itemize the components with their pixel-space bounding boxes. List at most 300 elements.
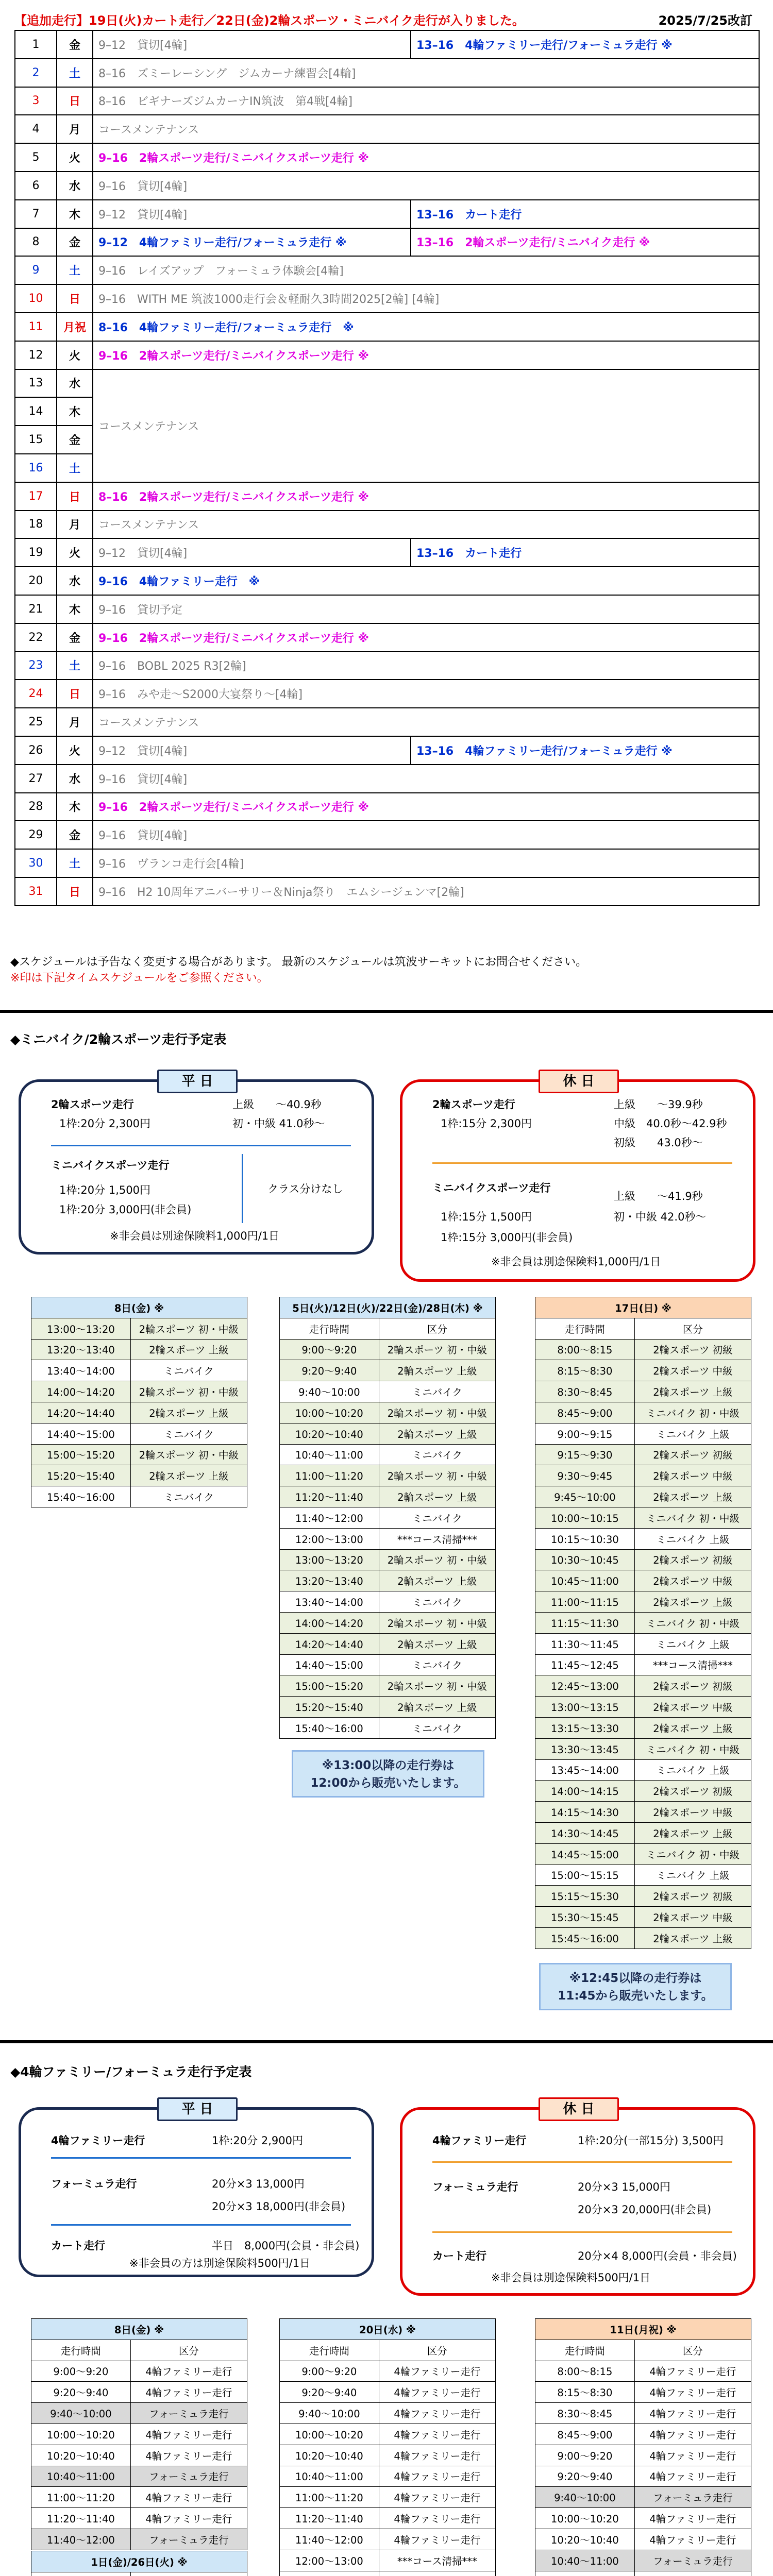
time-slot: 15:00～15:20 (280, 1675, 379, 1697)
section-title: ◆4輪ファミリー/フォーミュラ走行予定表 (10, 2064, 252, 2079)
calendar-day: 17 (15, 482, 57, 511)
calendar-event: 9–16 2輪スポーツ走行/ミニバイクスポーツ走行 ※ (93, 793, 759, 821)
table-row (280, 2466, 496, 2487)
time-slot: 14:00～14:20 (31, 1381, 131, 1402)
calendar-day: 15 (15, 426, 57, 454)
session-class: 4輪ファミリー走行 (379, 2466, 495, 2487)
calendar-row (15, 228, 759, 257)
session-class: 4輪ファミリー走行 (130, 2382, 247, 2403)
session-class: 2輪スポーツ 上級 (379, 1486, 495, 1507)
column-header: 区分 (634, 2340, 751, 2361)
table-title: 8日(金) ※ (31, 2319, 247, 2340)
course-class: 上級 ～41.9秒 (614, 1190, 703, 1202)
calendar-weekday: 火 (57, 341, 93, 369)
column-header: 走行時間 (280, 2340, 379, 2361)
calendar-weekday: 水 (57, 567, 93, 595)
course-class: 中級 40.0秒～42.9秒 (614, 1117, 727, 1130)
time-slot: 9:00～9:15 (535, 1423, 635, 1444)
table-row (280, 1444, 496, 1465)
calendar-row (15, 821, 759, 849)
course-price: 20分×4 8,000円(会員・非会員) (578, 2250, 737, 2262)
time-slot: 10:00～10:20 (280, 1402, 379, 1423)
bike-holiday-panel (400, 1074, 755, 1282)
table-row (31, 2382, 247, 2403)
course-price: 1枠:15分 1,500円 (441, 1211, 532, 1223)
table-row (535, 1781, 751, 1802)
course-class: 上級 ～40.9秒 (232, 1098, 322, 1111)
session-class: 2輪スポーツ 中級 (634, 1570, 751, 1591)
session-class: 2輪スポーツ 上級 (379, 1360, 495, 1381)
calendar-row (15, 511, 759, 539)
calendar-row (15, 849, 759, 877)
session-class: 2輪スポーツ 初級 (634, 1444, 751, 1465)
session-class: 4輪ファミリー走行 (379, 2508, 495, 2529)
time-slot: 9:00～9:20 (280, 2361, 379, 2382)
column-header: 走行時間 (280, 1318, 379, 1339)
time-slot: 11:30～11:45 (535, 1633, 635, 1654)
course-class: 初・中級 42.0秒～ (614, 1211, 707, 1223)
course-name: フォーミュラ走行 (432, 2181, 518, 2193)
time-slot: 13:30～13:45 (535, 1738, 635, 1759)
table-row (31, 2361, 247, 2382)
table-row (31, 1423, 247, 1444)
session-class: 2輪スポーツ 初級 (634, 1886, 751, 1907)
calendar-weekday: 木 (57, 793, 93, 821)
calendar-day: 5 (15, 143, 57, 172)
time-slot: 11:40～12:00 (280, 1507, 379, 1528)
session-class: 2輪スポーツ 上級 (634, 1717, 751, 1738)
time-slot: 15:20～15:40 (280, 1697, 379, 1718)
calendar-event: 8–16 ズミーレーシング ジムカーナ練習会[4輪] (93, 59, 759, 87)
monthly-calendar (14, 30, 760, 906)
calendar-row (15, 595, 759, 623)
table-row (535, 1339, 751, 1360)
calendar-event: 9–16 みや走～S2000大宴祭り～[4輪] (93, 680, 759, 708)
calendar-weekday: 木 (57, 397, 93, 426)
divider (432, 1162, 732, 1164)
time-slot: 9:40～10:00 (535, 2487, 635, 2508)
sale-note (539, 1963, 732, 2010)
session-class: フォーミュラ走行 (634, 2487, 751, 2508)
table-row (280, 1717, 496, 1738)
calendar-day: 25 (15, 708, 57, 736)
table-row (535, 2382, 751, 2403)
session-class: フォーミュラ走行 (634, 2550, 751, 2571)
calendar-weekday: 火 (57, 143, 93, 172)
calendar-row (15, 115, 759, 143)
time-slot: 8:45～9:00 (535, 2424, 635, 2445)
session-class: ミニバイク 上級 (634, 1633, 751, 1654)
calendar-event-afternoon: 13–16 2輪スポーツ走行/ミニバイク走行 ※ (411, 228, 759, 257)
session-class: ミニバイク (130, 1423, 247, 1444)
session-class: 2輪スポーツ 初・中級 (379, 1612, 495, 1633)
time-slot (280, 2571, 379, 2576)
calendar-weekday: 月 (57, 708, 93, 736)
session-class: 4輪ファミリー走行 (130, 2508, 247, 2529)
time-slot: 10:30～10:45 (535, 1549, 635, 1570)
time-slot: 12:45～13:00 (535, 1675, 635, 1697)
session-class: 2輪スポーツ 中級 (634, 1360, 751, 1381)
calendar-event: 9–16 2輪スポーツ走行/ミニバイクスポーツ走行 ※ (93, 341, 759, 369)
session-class: ミニバイク 上級 (634, 1759, 751, 1781)
schedule-table (279, 1297, 496, 1739)
session-class: ミニバイク (379, 1591, 495, 1613)
time-slot: 10:40～11:00 (280, 2466, 379, 2487)
time-slot: 10:15～10:30 (535, 1528, 635, 1549)
table-row (280, 2382, 496, 2403)
calendar-event: コースメンテナンス (93, 115, 759, 143)
note-line: ※印は下記タイムスケジュールをご参照ください。 (10, 972, 268, 985)
session-class: ミニバイク 上級 (634, 1865, 751, 1886)
time-slot: 14:00～14:20 (280, 1612, 379, 1633)
table-row (280, 2424, 496, 2445)
course-price: 20分×3 15,000円 (578, 2181, 670, 2193)
course-name: 2輪スポーツ走行 (432, 1098, 515, 1111)
table-row (280, 1339, 496, 1360)
time-slot: 8:15～8:30 (535, 1360, 635, 1381)
calendar-weekday: 火 (57, 736, 93, 765)
session-class: 4輪ファミリー走行 (379, 2529, 495, 2550)
calendar-event: 9–16 BOBL 2025 R3[2輪] (93, 652, 759, 680)
session-class (634, 2571, 751, 2576)
session-class: 4輪ファミリー走行 (130, 2424, 247, 2445)
table-row (535, 1822, 751, 1843)
calendar-event: 9–16 ヴランコ走行会[4輪] (93, 849, 759, 877)
column-header: 区分 (379, 1318, 495, 1339)
calendar-day: 23 (15, 652, 57, 680)
calendar-event-afternoon: 13–16 4輪ファミリー走行/フォーミュラ走行 ※ (411, 736, 759, 765)
schedule-table (31, 2551, 247, 2576)
time-slot: 9:20～9:40 (280, 1360, 379, 1381)
time-slot: 12:00～13:00 (280, 1528, 379, 1549)
calendar-weekday: 日 (57, 87, 93, 115)
session-class: 2輪スポーツ 上級 (130, 1402, 247, 1423)
table-row (535, 1675, 751, 1697)
table-row (31, 2445, 247, 2466)
session-class: ミニバイク 初・中級 (634, 1612, 751, 1633)
calendar-event: コースメンテナンス (93, 369, 759, 482)
time-slot: 14:20～14:40 (31, 1402, 131, 1423)
time-slot: 11:15～11:30 (535, 1612, 635, 1633)
course-name: 4輪ファミリー走行 (51, 2134, 145, 2147)
session-class: ミニバイク (130, 1486, 247, 1507)
table-row (280, 1570, 496, 1591)
session-class: ミニバイク (130, 1360, 247, 1381)
time-slot: 12:00～13:00 (280, 2550, 379, 2571)
calendar-event: 9–16 貸切[4輪] (93, 821, 759, 849)
calendar-weekday: 火 (57, 538, 93, 567)
session-class: 4輪ファミリー走行 (634, 2508, 751, 2529)
calendar-day: 2 (15, 59, 57, 87)
table-row (535, 1570, 751, 1591)
time-slot: 9:00～9:20 (280, 1339, 379, 1360)
session-class: ミニバイク (379, 1444, 495, 1465)
calendar-weekday: 月祝 (57, 313, 93, 341)
time-slot: 13:20～13:40 (280, 1570, 379, 1591)
calendar-row (15, 708, 759, 736)
time-slot: 14:20～14:40 (280, 1633, 379, 1654)
session-class: 2輪スポーツ 初・中級 (130, 1444, 247, 1465)
calendar-event-afternoon: 13–16 カート走行 (411, 200, 759, 228)
calendar-weekday: 土 (57, 59, 93, 87)
sale-note-line: ※13:00以降の走行券は (322, 1759, 455, 1772)
session-class: 2輪スポーツ 上級 (634, 1822, 751, 1843)
time-slot: 9:40～10:00 (280, 2403, 379, 2424)
table-row (535, 1717, 751, 1738)
session-class: 4輪ファミリー走行 (379, 2445, 495, 2466)
calendar-row (15, 341, 759, 369)
table-row (31, 1339, 247, 1360)
time-slot: 9:00～9:20 (31, 2361, 131, 2382)
time-slot: 10:20～10:40 (31, 2445, 131, 2466)
session-class: ミニバイク 初・中級 (634, 1507, 751, 1528)
session-class: 2輪スポーツ 上級 (634, 1381, 751, 1402)
table-row (31, 2424, 247, 2445)
time-slot: 9:15～9:30 (535, 1444, 635, 1465)
calendar-weekday: 水 (57, 369, 93, 398)
session-class: ミニバイク (379, 1717, 495, 1738)
session-class: ミニバイク 上級 (634, 1423, 751, 1444)
table-row (280, 1486, 496, 1507)
session-class: 4輪ファミリー走行 (634, 2466, 751, 2487)
schedule-table (31, 1297, 247, 1507)
table-row (535, 1886, 751, 1907)
course-price: 20分×3 18,000円(非会員) (212, 2200, 346, 2213)
column-header: 区分 (379, 2340, 495, 2361)
calendar-day: 27 (15, 765, 57, 793)
calendar-day: 6 (15, 172, 57, 200)
course-class: クラス分けなし (267, 1183, 343, 1195)
time-slot: 11:00～11:20 (280, 1465, 379, 1486)
revision-date: 2025/7/25改訂 (658, 13, 752, 28)
column-header: 走行時間 (535, 2340, 635, 2361)
session-class: 2輪スポーツ 初・中級 (379, 1675, 495, 1697)
time-slot: 8:15～8:30 (535, 2382, 635, 2403)
table-row (280, 1381, 496, 1402)
calendar-event: 9–16 貸切予定 (93, 595, 759, 623)
panel-tag: 平 日 (157, 2097, 238, 2121)
session-class: 2輪スポーツ 中級 (634, 1697, 751, 1718)
calendar-weekday: 日 (57, 877, 93, 906)
course-class: 上級 ～39.9秒 (614, 1098, 703, 1111)
table-row (535, 2529, 751, 2550)
session-class: 2輪スポーツ 初・中級 (130, 1381, 247, 1402)
table-row (280, 2529, 496, 2550)
calendar-row (15, 765, 759, 793)
calendar-day: 30 (15, 849, 57, 877)
calendar-weekday: 金 (57, 623, 93, 652)
course-name: ミニバイクスポーツ走行 (432, 1182, 551, 1194)
table-row (535, 1759, 751, 1781)
session-class: 2輪スポーツ 中級 (634, 1907, 751, 1928)
car-holiday-panel (400, 2102, 755, 2296)
time-slot: 8:30～8:45 (535, 1381, 635, 1402)
time-slot: 11:00～11:15 (535, 1591, 635, 1613)
calendar-event: コースメンテナンス (93, 708, 759, 736)
table-row (535, 2424, 751, 2445)
table-title: 17日(日) ※ (535, 1297, 751, 1318)
session-class: 2輪スポーツ 初級 (634, 1675, 751, 1697)
table-row (31, 2529, 247, 2550)
schedule-notes (10, 954, 763, 986)
calendar-row (15, 200, 759, 228)
table-row (280, 1549, 496, 1570)
fee-note: ※非会員は別途保険料1,000円/1日 (110, 1230, 280, 1242)
calendar-row (15, 59, 759, 87)
time-slot: 9:45～10:00 (535, 1486, 635, 1507)
table-row (280, 1675, 496, 1697)
course-price: 1枠:20分 1,500円 (59, 1184, 150, 1196)
session-class: フォーミュラ走行 (130, 2529, 247, 2550)
time-slot: 15:45～16:00 (535, 1927, 635, 1948)
time-slot: 15:30～15:45 (535, 1907, 635, 1928)
session-class: 4輪ファミリー走行 (634, 2382, 751, 2403)
calendar-event: 9–16 2輪スポーツ走行/ミニバイクスポーツ走行 ※ (93, 623, 759, 652)
time-slot: 13:00～13:20 (280, 1549, 379, 1570)
calendar-day: 7 (15, 200, 57, 228)
calendar-row (15, 877, 759, 906)
time-slot: 14:45～15:00 (535, 1843, 635, 1865)
time-slot: 9:20～9:40 (535, 2466, 635, 2487)
calendar-event: 9–12 貸切[4輪] (93, 200, 411, 228)
course-name: フォーミュラ走行 (51, 2178, 137, 2190)
bike-weekday-panel (19, 1074, 374, 1255)
time-slot: 10:40～11:00 (280, 1444, 379, 1465)
session-class: 2輪スポーツ 上級 (130, 1465, 247, 1486)
time-slot: 15:40～16:00 (280, 1717, 379, 1738)
course-name: ミニバイクスポーツ走行 (51, 1159, 170, 1172)
calendar-weekday: 土 (57, 652, 93, 680)
table-row (535, 1423, 751, 1444)
section-title: ◆ミニバイク/2輪スポーツ走行予定表 (10, 1032, 227, 1047)
time-slot: 14:40～15:00 (280, 1654, 379, 1675)
time-slot: 15:20～15:40 (31, 1465, 131, 1486)
sale-note-line: 11:45から販売いたします。 (558, 1989, 713, 2003)
course-price: 半日 8,000円(会員・非会員) (212, 2240, 360, 2252)
column-header: 区分 (130, 2340, 247, 2361)
course-class: 初級 43.0秒～ (614, 1137, 703, 1149)
time-slot: 13:00～13:15 (535, 1697, 635, 1718)
time-slot: 13:40～14:00 (31, 1360, 131, 1381)
sale-note-line: ※12:45以降の走行券は (569, 1972, 702, 1985)
session-class: 4輪ファミリー走行 (379, 2403, 495, 2424)
calendar-day: 9 (15, 256, 57, 284)
session-class: ミニバイク (379, 1381, 495, 1402)
table-row (280, 2403, 496, 2424)
session-class: 2輪スポーツ 上級 (634, 1927, 751, 1948)
calendar-day: 14 (15, 397, 57, 426)
session-class: フォーミュラ走行 (130, 2403, 247, 2424)
time-slot: 15:00～15:15 (535, 1865, 635, 1886)
calendar-weekday: 日 (57, 680, 93, 708)
session-class: 2輪スポーツ 初・中級 (379, 1339, 495, 1360)
page-header (14, 8, 760, 30)
table-row (280, 1633, 496, 1654)
time-slot (535, 2571, 635, 2576)
table-title: 1日(金)/26日(火) ※ (31, 2551, 247, 2572)
fee-note: ※非会員は別途保険料500円/1日 (491, 2272, 651, 2284)
session-class: ミニバイク (379, 1654, 495, 1675)
calendar-weekday: 土 (57, 849, 93, 877)
time-slot: 9:40～10:00 (280, 1381, 379, 1402)
table-row (535, 1486, 751, 1507)
course-price: 1枠:20分 3,000円(非会員) (59, 1204, 192, 1216)
time-slot: 10:20～10:40 (535, 2529, 635, 2550)
schedule-table (279, 2318, 496, 2576)
course-price: 1枠:20分(一部15分) 3,500円 (578, 2134, 724, 2147)
calendar-row (15, 623, 759, 652)
table-row (535, 1507, 751, 1528)
course-price: 1枠:20分 2,300円 (59, 1117, 150, 1130)
session-class: 4輪ファミリー走行 (130, 2487, 247, 2508)
calendar-day: 11 (15, 313, 57, 341)
table-row (535, 2550, 751, 2571)
time-slot: 11:20～11:40 (280, 1486, 379, 1507)
calendar-event: 9–12 4輪ファミリー走行/フォーミュラ走行 ※ (93, 228, 411, 257)
calendar-event: 9–12 貸切[4輪] (93, 736, 411, 765)
calendar-day: 10 (15, 284, 57, 313)
calendar-event: 9–16 レイズアップ フォーミュラ体験会[4輪] (93, 256, 759, 284)
calendar-row (15, 256, 759, 284)
divider (51, 2157, 351, 2159)
calendar-day: 19 (15, 538, 57, 567)
table-row (535, 1927, 751, 1948)
course-name: 4輪ファミリー走行 (432, 2134, 527, 2147)
session-class: ミニバイク 初・中級 (634, 1843, 751, 1865)
time-slot: 14:00～14:15 (535, 1781, 635, 1802)
table-row (280, 2487, 496, 2508)
table-title: 20日(水) ※ (280, 2319, 496, 2340)
calendar-event: 9–16 貸切[4輪] (93, 765, 759, 793)
calendar-weekday: 日 (57, 284, 93, 313)
calendar-row (15, 87, 759, 115)
table-row (535, 2403, 751, 2424)
calendar-day: 12 (15, 341, 57, 369)
calendar-row (15, 567, 759, 595)
panel-tag: 休 日 (539, 1070, 619, 1093)
course-price: 1枠:15分 2,300円 (441, 1117, 532, 1130)
calendar-weekday: 金 (57, 228, 93, 257)
session-class: 2輪スポーツ 上級 (379, 1423, 495, 1444)
time-slot: 10:45～11:00 (535, 1570, 635, 1591)
calendar-day: 18 (15, 511, 57, 539)
calendar-row (15, 172, 759, 200)
time-slot: 11:20～11:40 (280, 2508, 379, 2529)
session-class: 2輪スポーツ 初級 (634, 1339, 751, 1360)
calendar-day: 26 (15, 736, 57, 765)
time-slot: 14:30～14:45 (535, 1822, 635, 1843)
table-row (280, 1465, 496, 1486)
calendar-weekday: 土 (57, 256, 93, 284)
table-row (535, 2466, 751, 2487)
table-row (280, 1423, 496, 1444)
calendar-weekday: 金 (57, 30, 93, 59)
calendar-event: 9–16 2輪スポーツ走行/ミニバイクスポーツ走行 ※ (93, 143, 759, 172)
time-slot: 8:00～8:15 (535, 1339, 635, 1360)
table-row (31, 1381, 247, 1402)
table-row (535, 1612, 751, 1633)
table-row (280, 1528, 496, 1549)
calendar-day: 8 (15, 228, 57, 257)
schedule-table (535, 1297, 751, 1949)
calendar-day: 28 (15, 793, 57, 821)
calendar-event-afternoon: 13–16 4輪ファミリー走行/フォーミュラ走行 ※ (411, 30, 759, 59)
course-name: 2輪スポーツ走行 (51, 1098, 134, 1111)
session-class: 4輪ファミリー走行 (379, 2382, 495, 2403)
session-class: 2輪スポーツ 初級 (634, 1781, 751, 1802)
calendar-weekday: 金 (57, 821, 93, 849)
column-header (130, 2572, 247, 2576)
